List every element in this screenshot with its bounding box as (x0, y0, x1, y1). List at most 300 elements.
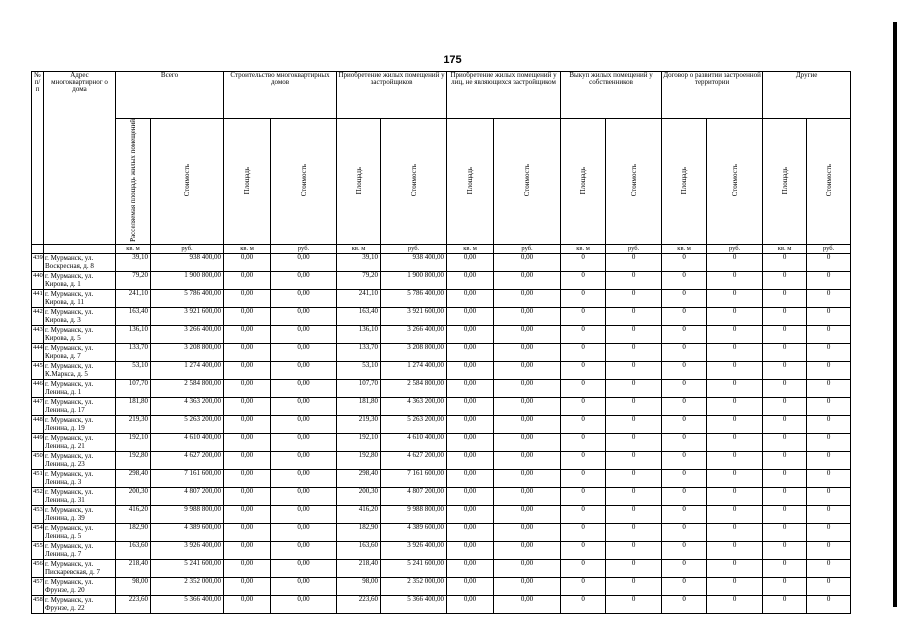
address-line-city: г. Мурманск, ул. (45, 505, 94, 514)
table-row (32, 523, 851, 541)
address-line-city: г. Мурманск, ул. (45, 253, 94, 262)
total-area-cell: 163,40 (116, 307, 151, 325)
redemption-cost-cell: 0 (606, 271, 662, 289)
redemption-area-cell: 0 (561, 469, 606, 487)
address-line-street: Ленина, д. 3 (45, 477, 82, 486)
total-cost-cell: 5 366 400,00 (151, 595, 224, 613)
address-line-street: Воскресная, д. 8 (45, 261, 94, 270)
development-area-cell: 0 (662, 433, 707, 451)
row-number: 440 (32, 271, 44, 289)
other-cost-cell: 0 (807, 505, 851, 523)
developer-area-cell: 79,20 (337, 271, 381, 289)
total-area-cell: 241,10 (116, 289, 151, 307)
other-purchase-cost-cell: 0,00 (494, 289, 561, 307)
redemption-cost-cell: 0 (606, 451, 662, 469)
row-number: 454 (32, 523, 44, 541)
redemption-area-cell: 0 (561, 253, 606, 271)
table-row (32, 397, 851, 415)
table-row (32, 559, 851, 577)
address-line-street: Кирова, д. 7 (45, 351, 81, 360)
developer-cost-cell: 1 274 400,00 (381, 361, 447, 379)
developer-area-cell: 53,10 (337, 361, 381, 379)
redemption-area-cell: 0 (561, 289, 606, 307)
redemption-cost-cell: 0 (606, 307, 662, 325)
subheader-cost: Стоимость (494, 119, 561, 245)
total-cost-cell: 5 263 200,00 (151, 415, 224, 433)
construction-cost-cell: 0,00 (271, 307, 337, 325)
redemption-cost-cell: 0 (606, 379, 662, 397)
development-cost-cell: 0 (707, 271, 763, 289)
developer-cost-cell: 2 584 800,00 (381, 379, 447, 397)
development-cost-cell: 0 (707, 523, 763, 541)
address-line-street: Ленина, д. 5 (45, 531, 82, 540)
total-cost-cell: 5 241 600,00 (151, 559, 224, 577)
total-cost-cell: 3 926 400,00 (151, 541, 224, 559)
developer-area-cell: 163,40 (337, 307, 381, 325)
unit-empty (32, 244, 44, 253)
development-cost-cell: 0 (707, 253, 763, 271)
redemption-area-cell: 0 (561, 415, 606, 433)
construction-cost-cell: 0,00 (271, 541, 337, 559)
developer-cost-cell: 3 926 400,00 (381, 541, 447, 559)
developer-cost-cell: 3 921 600,00 (381, 307, 447, 325)
subheader-cost: Стоимость (707, 119, 763, 245)
other-purchase-cost-cell: 0,00 (494, 451, 561, 469)
other-purchase-cost-cell: 0,00 (494, 379, 561, 397)
header-num: № п/п (32, 72, 44, 245)
other-area-cell: 0 (763, 343, 807, 361)
row-number: 456 (32, 559, 44, 577)
unit-rub: руб. (606, 244, 662, 253)
other-purchase-area-cell: 0,00 (447, 577, 494, 595)
other-cost-cell: 0 (807, 541, 851, 559)
total-cost-cell: 5 786 400,00 (151, 289, 224, 307)
development-cost-cell: 0 (707, 307, 763, 325)
development-cost-cell: 0 (707, 415, 763, 433)
total-area-cell: 416,20 (116, 505, 151, 523)
other-cost-cell: 0 (807, 307, 851, 325)
other-area-cell: 0 (763, 559, 807, 577)
address-line-city: г. Мурманск, ул. (45, 379, 94, 388)
header-address: Адрес многоквартирног о дома (44, 72, 116, 245)
other-cost-cell: 0 (807, 271, 851, 289)
total-cost-cell: 7 161 600,00 (151, 469, 224, 487)
other-purchase-cost-cell: 0,00 (494, 523, 561, 541)
construction-area-cell: 0,00 (224, 451, 271, 469)
other-area-cell: 0 (763, 433, 807, 451)
construction-area-cell: 0,00 (224, 577, 271, 595)
other-purchase-cost-cell: 0,00 (494, 559, 561, 577)
redemption-area-cell: 0 (561, 271, 606, 289)
table-row (32, 577, 851, 595)
development-area-cell: 0 (662, 505, 707, 523)
address-line-city: г. Мурманск, ул. (45, 451, 94, 460)
development-area-cell: 0 (662, 289, 707, 307)
development-cost-cell: 0 (707, 343, 763, 361)
total-area-cell: 39,10 (116, 253, 151, 271)
address-line-city: г. Мурманск, ул. (45, 559, 94, 568)
developer-cost-cell: 3 266 400,00 (381, 325, 447, 343)
developer-area-cell: 416,20 (337, 505, 381, 523)
address-line-street: Ленина, д. 39 (45, 513, 85, 522)
other-area-cell: 0 (763, 361, 807, 379)
table-row (32, 379, 851, 397)
redemption-area-cell: 0 (561, 523, 606, 541)
address-cell (44, 523, 116, 541)
development-area-cell: 0 (662, 307, 707, 325)
row-number: 441 (32, 289, 44, 307)
header-group-purchase-developers: Приобретение жилых помещений у застройщиков (337, 72, 447, 119)
construction-area-cell: 0,00 (224, 325, 271, 343)
redemption-cost-cell: 0 (606, 487, 662, 505)
other-purchase-area-cell: 0,00 (447, 379, 494, 397)
construction-area-cell: 0,00 (224, 523, 271, 541)
address-cell (44, 253, 116, 271)
subheader-area: Площадь (337, 119, 381, 245)
other-purchase-cost-cell: 0,00 (494, 541, 561, 559)
development-area-cell: 0 (662, 451, 707, 469)
total-area-cell: 298,40 (116, 469, 151, 487)
address-cell (44, 451, 116, 469)
developer-area-cell: 241,10 (337, 289, 381, 307)
unit-area: кв. м (337, 244, 381, 253)
other-cost-cell: 0 (807, 289, 851, 307)
developer-area-cell: 298,40 (337, 469, 381, 487)
row-number: 448 (32, 415, 44, 433)
other-purchase-area-cell: 0,00 (447, 271, 494, 289)
table-row (32, 469, 851, 487)
address-line-street: Пискаревская, д. 7 (45, 567, 100, 576)
construction-area-cell: 0,00 (224, 469, 271, 487)
developer-cost-cell: 5 366 400,00 (381, 595, 447, 613)
developer-cost-cell: 4 363 200,00 (381, 397, 447, 415)
total-cost-cell: 3 266 400,00 (151, 325, 224, 343)
redemption-cost-cell: 0 (606, 415, 662, 433)
construction-area-cell: 0,00 (224, 397, 271, 415)
redemption-cost-cell: 0 (606, 577, 662, 595)
address-line-city: г. Мурманск, ул. (45, 433, 94, 442)
redemption-cost-cell: 0 (606, 523, 662, 541)
redemption-area-cell: 0 (561, 559, 606, 577)
address-cell (44, 343, 116, 361)
developer-cost-cell: 938 400,00 (381, 253, 447, 271)
address-line-city: г. Мурманск, ул. (45, 289, 94, 298)
construction-area-cell: 0,00 (224, 415, 271, 433)
unit-rub: руб. (381, 244, 447, 253)
unit-rub: руб. (494, 244, 561, 253)
development-area-cell: 0 (662, 523, 707, 541)
construction-cost-cell: 0,00 (271, 559, 337, 577)
developer-area-cell: 107,70 (337, 379, 381, 397)
development-area-cell: 0 (662, 271, 707, 289)
other-purchase-cost-cell: 0,00 (494, 253, 561, 271)
row-number: 451 (32, 469, 44, 487)
page-number: 175 (443, 54, 462, 66)
address-line-city: г. Мурманск, ул. (45, 397, 94, 406)
total-area-cell: 163,60 (116, 541, 151, 559)
address-cell (44, 325, 116, 343)
redemption-area-cell: 0 (561, 595, 606, 613)
other-purchase-cost-cell: 0,00 (494, 577, 561, 595)
redemption-cost-cell: 0 (606, 397, 662, 415)
redemption-area-cell: 0 (561, 505, 606, 523)
table-row (32, 289, 851, 307)
subheader-cost: Стоимость (271, 119, 337, 245)
redemption-cost-cell: 0 (606, 505, 662, 523)
other-cost-cell: 0 (807, 469, 851, 487)
table-row (32, 595, 851, 613)
row-number: 453 (32, 505, 44, 523)
total-area-cell: 223,60 (116, 595, 151, 613)
subheader-cost: Стоимость (381, 119, 447, 245)
table-row (32, 451, 851, 469)
subheader-area: Площадь (561, 119, 606, 245)
development-cost-cell: 0 (707, 505, 763, 523)
header-group-redemption: Выкуп жилых помещений у собственников (561, 72, 662, 119)
address-line-street: Фрунзе, д. 22 (45, 603, 85, 612)
other-purchase-area-cell: 0,00 (447, 361, 494, 379)
address-line-street: Ленина, д. 19 (45, 423, 85, 432)
address-cell (44, 433, 116, 451)
development-area-cell: 0 (662, 379, 707, 397)
address-line-city: г. Мурманск, ул. (45, 523, 94, 532)
construction-area-cell: 0,00 (224, 271, 271, 289)
row-number: 444 (32, 343, 44, 361)
development-area-cell: 0 (662, 541, 707, 559)
developer-area-cell: 39,10 (337, 253, 381, 271)
address-cell (44, 289, 116, 307)
other-area-cell: 0 (763, 595, 807, 613)
other-area-cell: 0 (763, 577, 807, 595)
redemption-cost-cell: 0 (606, 325, 662, 343)
address-cell (44, 559, 116, 577)
construction-area-cell: 0,00 (224, 289, 271, 307)
total-cost-cell: 4 627 200,00 (151, 451, 224, 469)
resettlement-table (31, 71, 851, 614)
construction-cost-cell: 0,00 (271, 451, 337, 469)
address-cell (44, 595, 116, 613)
row-number: 447 (32, 397, 44, 415)
other-purchase-cost-cell: 0,00 (494, 433, 561, 451)
development-area-cell: 0 (662, 487, 707, 505)
other-purchase-area-cell: 0,00 (447, 595, 494, 613)
other-purchase-area-cell: 0,00 (447, 325, 494, 343)
developer-cost-cell: 5 241 600,00 (381, 559, 447, 577)
development-area-cell: 0 (662, 415, 707, 433)
development-cost-cell: 0 (707, 559, 763, 577)
other-cost-cell: 0 (807, 253, 851, 271)
unit-rub: руб. (271, 244, 337, 253)
developer-cost-cell: 2 352 000,00 (381, 577, 447, 595)
address-line-city: г. Мурманск, ул. (45, 307, 94, 316)
other-area-cell: 0 (763, 415, 807, 433)
other-area-cell: 0 (763, 379, 807, 397)
redemption-cost-cell: 0 (606, 559, 662, 577)
construction-cost-cell: 0,00 (271, 325, 337, 343)
developer-area-cell: 136,10 (337, 325, 381, 343)
address-line-street: Ленина, д. 17 (45, 405, 85, 414)
other-purchase-area-cell: 0,00 (447, 415, 494, 433)
total-cost-cell: 2 352 000,00 (151, 577, 224, 595)
table-row (32, 487, 851, 505)
developer-cost-cell: 9 988 800,00 (381, 505, 447, 523)
header-group-purchase-others: Приобретение жилых помещений у лиц, не являющихся застройщиком (447, 72, 561, 119)
table-row (32, 307, 851, 325)
construction-cost-cell: 0,00 (271, 343, 337, 361)
address-line-city: г. Мурманск, ул. (45, 325, 94, 334)
developer-area-cell: 223,60 (337, 595, 381, 613)
development-cost-cell: 0 (707, 487, 763, 505)
address-line-street: Ленина, д. 23 (45, 459, 85, 468)
other-area-cell: 0 (763, 487, 807, 505)
redemption-area-cell: 0 (561, 343, 606, 361)
redemption-area-cell: 0 (561, 433, 606, 451)
developer-cost-cell: 5 263 200,00 (381, 415, 447, 433)
other-purchase-area-cell: 0,00 (447, 451, 494, 469)
developer-cost-cell: 4 610 400,00 (381, 433, 447, 451)
address-line-street: Ленина, д. 7 (45, 549, 82, 558)
other-purchase-area-cell: 0,00 (447, 433, 494, 451)
other-cost-cell: 0 (807, 433, 851, 451)
address-cell (44, 379, 116, 397)
other-purchase-cost-cell: 0,00 (494, 505, 561, 523)
address-line-street: Кирова, д. 5 (45, 333, 81, 342)
other-purchase-area-cell: 0,00 (447, 307, 494, 325)
redemption-area-cell: 0 (561, 397, 606, 415)
developer-cost-cell: 3 208 800,00 (381, 343, 447, 361)
address-cell (44, 415, 116, 433)
total-area-cell: 219,30 (116, 415, 151, 433)
other-purchase-area-cell: 0,00 (447, 469, 494, 487)
redemption-area-cell: 0 (561, 361, 606, 379)
developer-cost-cell: 4 627 200,00 (381, 451, 447, 469)
address-line-city: г. Мурманск, ул. (45, 415, 94, 424)
other-purchase-area-cell: 0,00 (447, 487, 494, 505)
total-area-cell: 218,40 (116, 559, 151, 577)
address-cell (44, 541, 116, 559)
developer-cost-cell: 4 807 200,00 (381, 487, 447, 505)
table-row (32, 343, 851, 361)
header-group-other: Другие (763, 72, 851, 119)
redemption-area-cell: 0 (561, 307, 606, 325)
developer-area-cell: 219,30 (337, 415, 381, 433)
other-cost-cell: 0 (807, 361, 851, 379)
total-cost-cell: 4 363 200,00 (151, 397, 224, 415)
development-cost-cell: 0 (707, 397, 763, 415)
row-number: 439 (32, 253, 44, 271)
developer-area-cell: 200,30 (337, 487, 381, 505)
address-line-street: Ленина, д. 21 (45, 441, 85, 450)
development-area-cell: 0 (662, 469, 707, 487)
address-line-city: г. Мурманск, ул. (45, 595, 94, 604)
table-row (32, 271, 851, 289)
other-cost-cell: 0 (807, 379, 851, 397)
other-purchase-cost-cell: 0,00 (494, 271, 561, 289)
total-cost-cell: 4 807 200,00 (151, 487, 224, 505)
address-cell (44, 307, 116, 325)
address-cell (44, 271, 116, 289)
construction-area-cell: 0,00 (224, 559, 271, 577)
address-cell (44, 577, 116, 595)
other-cost-cell: 0 (807, 523, 851, 541)
subheader-cost: Стоимость (151, 119, 224, 245)
unit-area: кв. м (763, 244, 807, 253)
other-area-cell: 0 (763, 451, 807, 469)
total-area-cell: 133,70 (116, 343, 151, 361)
redemption-area-cell: 0 (561, 541, 606, 559)
other-purchase-area-cell: 0,00 (447, 541, 494, 559)
redemption-area-cell: 0 (561, 487, 606, 505)
redemption-area-cell: 0 (561, 577, 606, 595)
construction-cost-cell: 0,00 (271, 469, 337, 487)
table-row (32, 415, 851, 433)
row-number: 455 (32, 541, 44, 559)
subheader-cost: Стоимость (807, 119, 851, 245)
header-group-total: Всего (116, 72, 224, 119)
row-number: 449 (32, 433, 44, 451)
development-cost-cell: 0 (707, 541, 763, 559)
developer-cost-cell: 4 389 600,00 (381, 523, 447, 541)
address-line-city: г. Мурманск, ул. (45, 541, 94, 550)
developer-area-cell: 182,90 (337, 523, 381, 541)
subheader-cost: Стоимость (606, 119, 662, 245)
construction-area-cell: 0,00 (224, 541, 271, 559)
other-cost-cell: 0 (807, 343, 851, 361)
unit-rub: руб. (707, 244, 763, 253)
table-row (32, 541, 851, 559)
developer-area-cell: 192,10 (337, 433, 381, 451)
table-row (32, 505, 851, 523)
scan-edge-bar (893, 22, 897, 607)
other-area-cell: 0 (763, 541, 807, 559)
redemption-area-cell: 0 (561, 325, 606, 343)
developer-area-cell: 133,70 (337, 343, 381, 361)
total-area-cell: 107,70 (116, 379, 151, 397)
other-area-cell: 0 (763, 469, 807, 487)
unit-area: кв. м (561, 244, 606, 253)
development-cost-cell: 0 (707, 451, 763, 469)
redemption-area-cell: 0 (561, 451, 606, 469)
table-body (32, 253, 851, 613)
developer-area-cell: 192,80 (337, 451, 381, 469)
table-row (32, 325, 851, 343)
address-line-street: Кирова, д. 1 (45, 279, 81, 288)
total-cost-cell: 3 208 800,00 (151, 343, 224, 361)
other-purchase-cost-cell: 0,00 (494, 469, 561, 487)
redemption-area-cell: 0 (561, 379, 606, 397)
other-purchase-area-cell: 0,00 (447, 523, 494, 541)
construction-cost-cell: 0,00 (271, 505, 337, 523)
redemption-cost-cell: 0 (606, 289, 662, 307)
other-cost-cell: 0 (807, 595, 851, 613)
row-number: 457 (32, 577, 44, 595)
address-line-street: Фрунзе, д. 20 (45, 585, 85, 594)
unit-area: кв. м (116, 244, 151, 253)
address-line-city: г. Мурманск, ул. (45, 271, 94, 280)
address-line-street: Кирова, д. 3 (45, 315, 81, 324)
development-area-cell: 0 (662, 343, 707, 361)
address-line-street: Ленина, д. 1 (45, 387, 82, 396)
address-cell (44, 469, 116, 487)
unit-area: кв. м (224, 244, 271, 253)
redemption-cost-cell: 0 (606, 433, 662, 451)
other-cost-cell: 0 (807, 451, 851, 469)
other-area-cell: 0 (763, 505, 807, 523)
address-cell (44, 505, 116, 523)
redemption-cost-cell: 0 (606, 469, 662, 487)
other-area-cell: 0 (763, 523, 807, 541)
construction-area-cell: 0,00 (224, 253, 271, 271)
